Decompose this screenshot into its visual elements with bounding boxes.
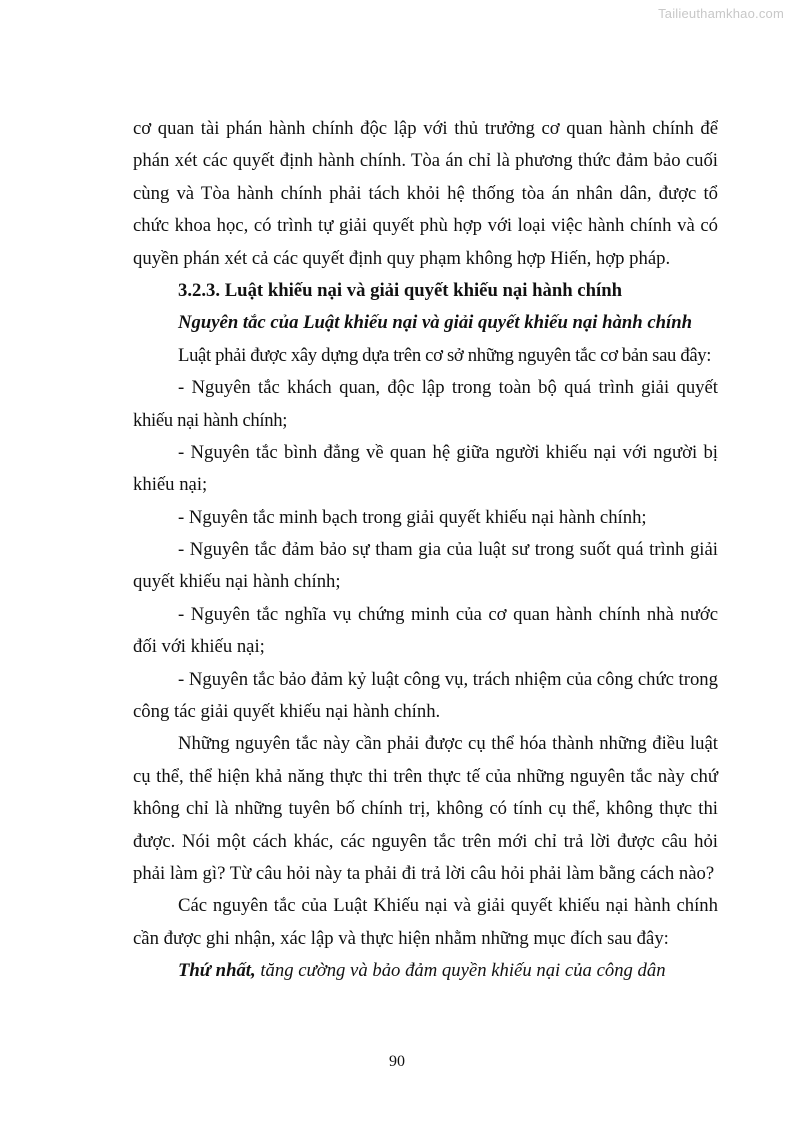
principle-line: - Nguyên tắc đảm bảo sự tham gia của luật sư trong suốt quá trình giải xyxy=(178,539,718,561)
section-subheading: Nguyên tắc của Luật khiếu nại và giải quyết khiếu nại hành chính xyxy=(178,312,692,334)
principle-line: - Nguyên tắc khách quan, độc lập trong toàn bộ quá trình giải quyết xyxy=(178,377,718,399)
watermark: Tailieuthamkhao.com xyxy=(658,6,784,21)
principle-line-cont: khiếu nại hành chính; xyxy=(133,409,288,431)
principle-line: - Nguyên tắc minh bạch trong giải quyết khiếu nại hành chính; xyxy=(178,506,647,528)
first-point-text: tăng cường và bảo đảm quyền khiếu nại của công dân xyxy=(255,960,666,982)
body-line: quyền phán xét cả các quyết định quy phạm không hợp Hiến, hợp pháp. xyxy=(133,247,671,269)
body-line: cùng và Tòa hành chính phải tách khỏi hệ thống tòa án nhân dân, được tổ xyxy=(133,182,718,204)
body-line: cần được ghi nhận, xác lập và thực hiện nhằm những mục đích sau đây: xyxy=(133,927,669,949)
principle-line-cont: công tác giải quyết khiếu nại hành chính. xyxy=(133,701,441,723)
principle-line-cont: khiếu nại; xyxy=(133,474,208,496)
body-line: Các nguyên tắc của Luật Khiếu nại và giải quyết khiếu nại hành chính xyxy=(178,895,718,917)
body-line: cụ thể, thể hiện khả năng thực thi trên thực tế của những nguyên tắc này chứ xyxy=(133,765,718,787)
page-number: 90 xyxy=(389,1053,405,1070)
body-line: phải làm gì? Từ câu hỏi này ta phải đi trả lời câu hỏi phải làm bằng cách nào? xyxy=(133,862,715,884)
principle-line: - Nguyên tắc bảo đảm kỷ luật công vụ, trách nhiệm của công chức trong xyxy=(178,668,718,690)
section-heading: 3.2.3. Luật khiếu nại và giải quyết khiếu nại hành chính xyxy=(178,279,622,301)
first-point xyxy=(133,955,718,987)
document-page xyxy=(133,113,718,988)
body-line: Những nguyên tắc này cần phải được cụ thể hóa thành những điều luật xyxy=(178,733,718,755)
principle-line: - Nguyên tắc nghĩa vụ chứng minh của cơ quan hành chính nhà nước xyxy=(178,603,718,625)
first-point-label: Thứ nhất, xyxy=(178,960,256,982)
principle-line: - Nguyên tắc bình đẳng về quan hệ giữa người khiếu nại với người bị xyxy=(178,441,718,463)
body-line: phán xét các quyết định hành chính. Tòa án chỉ là phương thức đảm bảo cuối xyxy=(133,150,718,172)
body-line: chức khoa học, có trình tự giải quyết phù hợp với loại việc hành chính và có xyxy=(133,215,718,237)
intro-line: Luật phải được xây dựng dựa trên cơ sở những nguyên tắc cơ bản sau đây: xyxy=(178,344,712,366)
principle-line-cont: quyết khiếu nại hành chính; xyxy=(133,571,341,593)
body-line: cơ quan tài phán hành chính độc lập với thủ trưởng cơ quan hành chính để xyxy=(133,118,718,139)
principle-line-cont: đối với khiếu nại; xyxy=(133,636,265,658)
body-line: không chỉ là những tuyên bố chính trị, không có tính cụ thể, không thực thi xyxy=(133,798,718,820)
body-line: được. Nói một cách khác, các nguyên tắc trên mới chỉ trả lời được câu hỏi xyxy=(133,830,718,852)
